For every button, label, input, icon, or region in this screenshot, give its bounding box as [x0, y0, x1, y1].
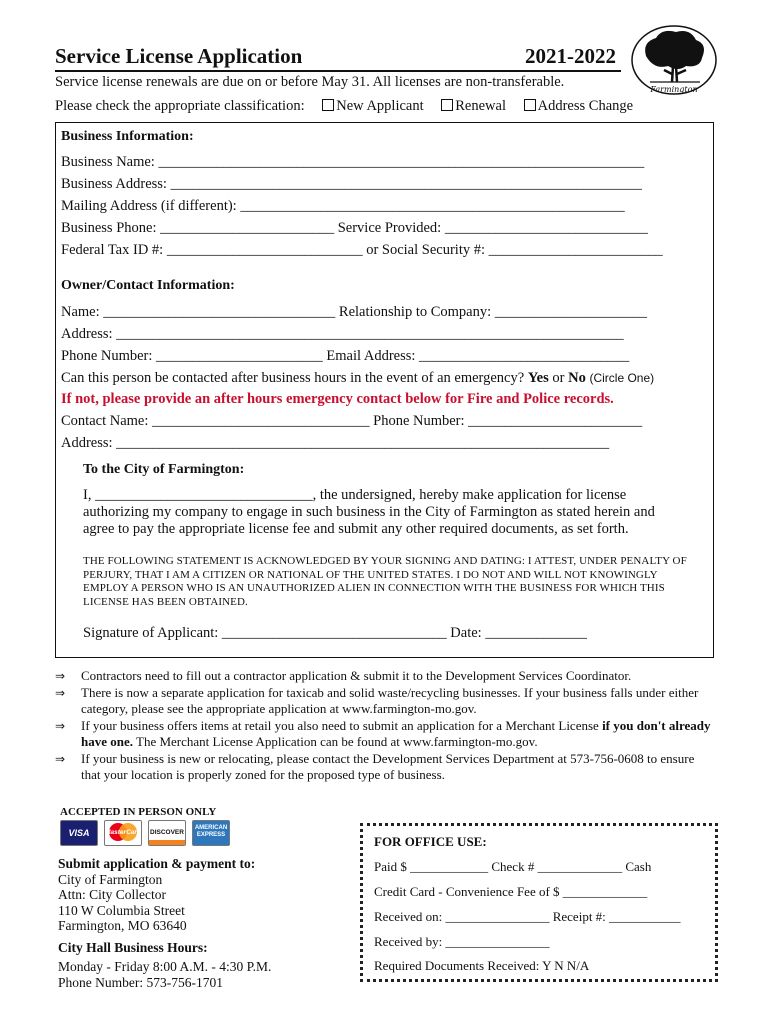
instruction-bold-text: if you don't already have one. [81, 718, 711, 749]
owner-phone-email-field[interactable]: Phone Number: _______________________ Email Address: _____________________________ [61, 348, 630, 364]
classification-prompt: Please check the appropriate classification: [55, 98, 305, 114]
card-logos [60, 820, 232, 846]
accepted-in-person: ACCEPTED IN PERSON ONLY [60, 806, 217, 818]
submit-info [58, 856, 271, 990]
instruction-text: If your business is new or relocating, please contact the Development Services Department at 573-756-0608 to ensure that your location is properly zoned for the proposed type of business. [81, 751, 695, 782]
address-line: 110 W Columbia Street [58, 902, 185, 918]
instruction-text: The Merchant License Application can be found at www.farmington-mo.gov. [136, 734, 538, 749]
arrow-icon: ⇒ [55, 686, 66, 700]
address-line: City of Farmington [58, 871, 163, 887]
tax-id-field[interactable]: Federal Tax ID #: ___________________________ or Social Security #: ________________________ [61, 242, 663, 258]
required-documents-field[interactable]: Required Documents Received: Y N N/A [374, 958, 590, 973]
paid-field[interactable]: Paid $ ____________ Check # _____________ Cash [374, 859, 652, 874]
amex-text: AMERICAN EXPRESS [194, 825, 228, 838]
title-rule [55, 70, 621, 72]
arrow-icon: ⇒ [55, 752, 66, 766]
classification-row [55, 98, 633, 115]
instruction-text: If your business offers items at retail you also need to submit an application for a Merchant License [81, 718, 599, 733]
yes-option[interactable]: Yes [527, 370, 549, 386]
office-use-box [360, 823, 718, 982]
emergency-question-text: Can this person be contacted after business hours in the event of an emergency? [61, 370, 525, 386]
emergency-contact-field[interactable]: Contact Name: ______________________________ Phone Number: ________________________ [61, 413, 643, 429]
arrow-icon: ⇒ [55, 719, 66, 733]
credit-card-field[interactable]: Credit Card - Convenience Fee of $ _____________ [374, 884, 648, 899]
business-name-field[interactable]: Business Name: ___________________________________________________________________ [61, 154, 645, 170]
hours-line: Monday - Friday 8:00 A.M. - 4:30 P.M. [58, 959, 272, 974]
address-change-label: Address Change [537, 98, 634, 114]
mastercard-icon [104, 820, 142, 846]
renewal-checkbox[interactable] [441, 99, 453, 111]
form-title: Service License Application [55, 44, 303, 68]
office-use-heading: FOR OFFICE USE: [374, 834, 487, 849]
amex-icon [192, 820, 230, 846]
renewal-notice: Service license renewals are due on or before May 31. All licenses are non-transferable. [55, 74, 565, 90]
owner-info-heading: Owner/Contact Information: [61, 278, 235, 293]
mailing-address-field[interactable]: Mailing Address (if different): _____________________________________________________ [61, 198, 625, 214]
renewal-label: Renewal [455, 98, 506, 114]
new-applicant-checkbox[interactable] [322, 99, 334, 111]
address-change-checkbox[interactable] [524, 99, 536, 111]
received-on-field[interactable]: Received on: ________________ Receipt #: ___________ [374, 909, 681, 924]
discover-icon [148, 820, 186, 846]
emergency-question [61, 370, 654, 387]
instruction-text: Contractors need to fill out a contractor application & submit it to the Development Services Coordinator. [81, 668, 632, 683]
after-hours-note: If not, please provide an after hours emergency contact below for Fire and Police records. [61, 391, 614, 407]
owner-address-field[interactable]: Address: ______________________________________________________________________ [61, 326, 624, 342]
no-option[interactable]: No [568, 370, 586, 386]
or-text: or [552, 370, 565, 386]
business-phone-service-field[interactable]: Business Phone: ________________________ Service Provided: ____________________________ [61, 220, 648, 236]
address-line: Farmington, MO 63640 [58, 918, 187, 933]
signature-date-field[interactable]: Signature of Applicant: _______________________________ Date: ______________ [83, 625, 587, 641]
instruction-item [55, 718, 715, 750]
instruction-item [55, 668, 715, 684]
owner-name-field[interactable]: Name: ________________________________ Relationship to Company: _____________________ [61, 304, 648, 320]
form-year: 2021-2022 [525, 44, 616, 68]
visa-icon [60, 820, 98, 846]
arrow-icon: ⇒ [55, 669, 66, 683]
instruction-item [55, 751, 715, 783]
received-by-field[interactable]: Received by: ________________ [374, 934, 550, 949]
logo-script-text: Farmington [650, 85, 698, 94]
phone-line: Phone Number: 573-756-1701 [58, 974, 223, 990]
hours-heading: City Hall Business Hours: [58, 939, 208, 955]
mastercard-text: MasterCard [105, 829, 141, 836]
instruction-item [55, 685, 715, 717]
address-line: Attn: City Collector [58, 887, 166, 902]
business-info-heading: Business Information: [61, 129, 194, 144]
discover-text: DISCOVER [150, 829, 184, 836]
farmington-tree-logo [630, 24, 718, 104]
city-heading: To the City of Farmington: [83, 462, 245, 477]
instruction-text: There is now a separate application for taxicab and solid waste/recycling businesses. If your business falls under either category, please see the appropriate application at www.farmington-mo.gov. [81, 685, 699, 716]
emergency-address-field[interactable]: Address: ____________________________________________________________________ [61, 435, 610, 451]
new-applicant-label: New Applicant [336, 98, 424, 114]
submit-heading: Submit application & payment to: [58, 856, 256, 871]
application-box [55, 122, 714, 658]
applicant-statement[interactable]: I, ______________________________, the undersigned, hereby make application for license authorizing my company to engage in such business in the City of Farmington as stated herein and agree to pay the appropriate license fee and submit any other required documents, as set forth. [83, 487, 655, 537]
business-address-field[interactable]: Business Address: _________________________________________________________________ [61, 176, 642, 192]
instructions-list [55, 668, 715, 784]
circle-one-text: (Circle One) [589, 371, 655, 385]
visa-text: VISA [68, 828, 90, 838]
perjury-statement: THE FOLLOWING STATEMENT IS ACKNOWLEDGED BY YOUR SIGNING AND DATING: I ATTEST, UNDER PENALTY OF PERJURY, THAT I AM A CITIZEN OR NATIONAL OF THE UNITED STATES. I DO NOT AND WILL NOT KNOWINGLY EMPLOY A PERSON WHO IS AN UNAUTHORIZED ALIEN IN CONNECTION WITH THE BUSINESS FOR WHICH THIS LICENSE HAS BEEN OBTAINED. [83, 555, 687, 608]
